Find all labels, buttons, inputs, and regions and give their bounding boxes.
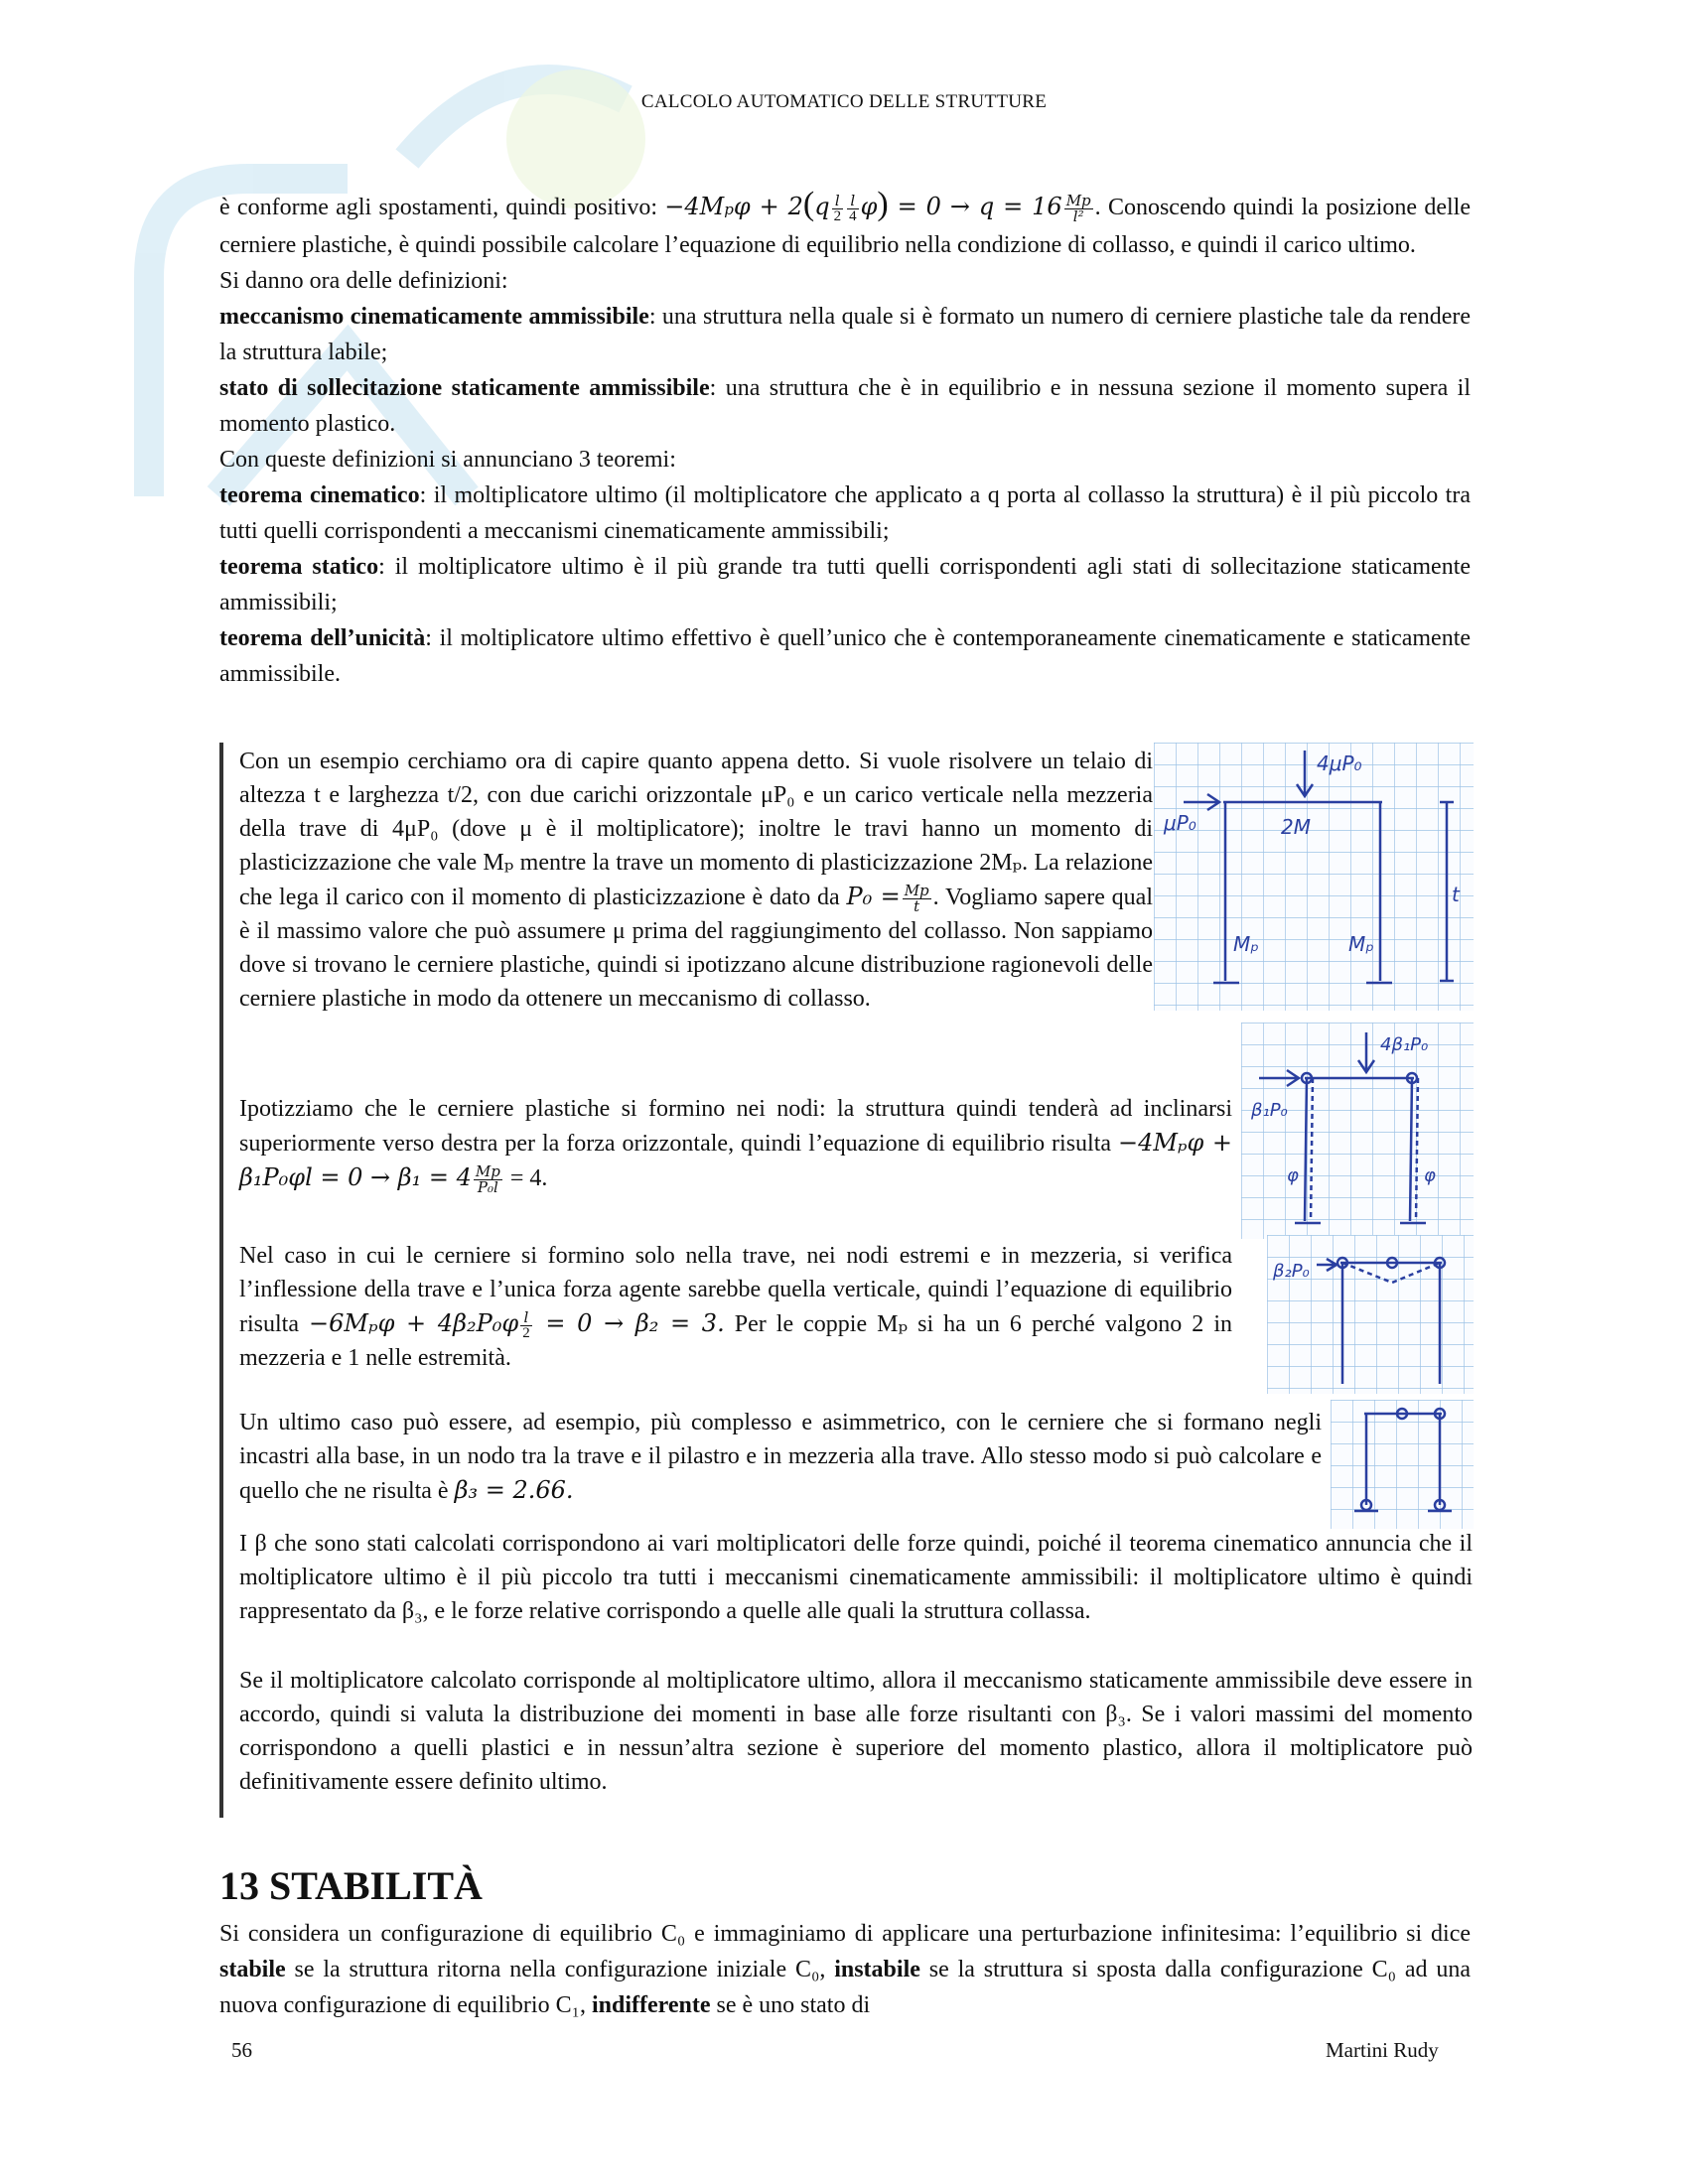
sketch3-side-load: β₂P₀ <box>1273 1261 1310 1282</box>
sketch1-beam-moment: 2M <box>1281 815 1311 839</box>
theorems-lead: Con queste definizioni si annunciano 3 teoremi: <box>219 447 676 473</box>
theorem-3: teorema dell’unicità: il moltiplicatore ultimo effettivo è quell’unico che è contemporaneamente cinematicamente e staticamente ammissibile. <box>219 625 1472 687</box>
example-paragraph-1: Con un esempio cerchiamo ora di capire quanto appena detto. Si vuole risolvere un telaio di altezza t e larghezza t/2, con due carichi orizzontale μP₀ e un carico verticale nella mezzeria della trave di 4μP₀ (dove μ è il moltiplicatore); inoltre le travi hanno un momento di plasticizzazione che vale Mₚ mentre la trave un momento di plasticizzazione 2Mₚ. La relazione che lega il carico con il momento di plasticizzazione è dato da P₀ = $\frac{Mp}{t}$ . Vogliamo sapere qual è il massimo valore che può assumere μ prima del raggiungimento del collasso. Non sappiamo dove si trovano le cerniere plastiche, quindi si ipotizzano alcune distribuzione ragionevoli delle cerniere plastiche in modo da ottenere un meccanismo di collasso. <box>239 749 1153 1012</box>
example-paragraph-3: Nel caso in cui le cerniere si formino solo nella trave, nei nodi estremi e in mezzeria, si verifica l’inflessione della trave e l’unica forza agente sarebbe quella verticale, quindi l’equazione di equilibrio risulta −6Mₚφ + 4β₂P₀φ $\frac{l}{2}$ = 0 → β₂ = 3. Per le coppie Mₚ si ha un 6 perché valgono 2 in mezzeria e 1 nelle estremità. <box>239 1243 1233 1371</box>
grid-paper <box>1154 743 1474 1011</box>
stability-paragraph: Si considera un configurazione di equilibrio C₀ e immaginiamo di applicare una perturbazione infinitesima: l’equilibrio si dice stabile se la struttura ritorna nella configurazione iniziale C₀, instabile se la struttura si sposta dalla configurazione C₀ ad una nuova configurazione di equilibrio C₁, indifferente se è uno stato di <box>219 1921 1471 2018</box>
grid-paper <box>1241 1023 1474 1239</box>
intro-paragraph: è conforme agli spostamenti, quindi positivo: −4Mpφ + 2(q $\frac{l}{2}$ $\frac{l}{4}$ φ) = 0 → q = 16 $\frac{Mp}{\text{l²}}$ . Conoscendo quindi la posizione delle cerniere plastiche, è quindi possibile calcolare l’equazione di equilibrio nella condizione di collasso, e quindi il carico ultimo. <box>219 186 1471 258</box>
intro-text: è conforme agli spostamenti, quindi positivo: <box>219 195 665 220</box>
sketch2-rotation-right: φ <box>1424 1165 1436 1186</box>
sketch1-top-load: 4μP₀ <box>1317 751 1362 775</box>
running-header: CALCOLO AUTOMATICO DELLE STRUTTURE <box>640 91 1048 112</box>
example-paragraph-4: Un ultimo caso può essere, ad esempio, più complesso e asimmetrico, con le cerniere che si formano negli incastri alla base, in un nodo tra la trave e il pilastro e in mezzeria alla trave. Allo stesso modo si può calcolare e quello che ne risulta è β₃ = 2.66. <box>239 1410 1322 1504</box>
theorem-2: teorema statico: il moltiplicatore ultimo è il più grande tra tutti quelli corrispondenti agli stati di sollecitazione staticamente ammissibili; <box>219 554 1472 615</box>
frame-sketch-1 <box>1154 743 1474 1011</box>
intro-eq-b: φ + 2 <box>733 193 803 220</box>
section-heading: 13 STABILITÀ <box>219 1863 483 1908</box>
frame-sketch-4 <box>1331 1400 1474 1529</box>
intro-rest: posizione delle cerniere plastiche, è quindi possibile calcolare l’equazione di equilibrio nella condizione di collasso, e quindi il carico ultimo. <box>219 195 1471 258</box>
sketch2-top-load: 4β₁P₀ <box>1380 1034 1429 1055</box>
page-number: 56 <box>231 2038 252 2062</box>
sketch2-rotation-left: φ <box>1287 1165 1299 1186</box>
frame-sketch-3 <box>1267 1235 1474 1394</box>
definitions-lead: Si danno ora delle definizioni: <box>219 268 508 294</box>
author-name: Martini Rudy <box>1326 2038 1439 2062</box>
theorem-1: teorema cinematico: il moltiplicatore ultimo (il moltiplicatore che applicato a q porta al collasso la struttura) è il più piccolo tra tutti quelli corrispondenti a meccanismi cinematicamente ammissibili; <box>219 482 1471 544</box>
sketch2-side-load: β₁P₀ <box>1251 1100 1288 1121</box>
example-paragraph-2: Ipotizziamo che le cerniere plastiche si formino nei nodi: la struttura quindi tenderà ad inclinarsi superiormente verso destra per la forza orizzontale, quindi l’equazione di equilibrio risulta −4Mₚφ + β₁P₀φl = 0 → β₁ = 4 $\frac{Mp}{\text{P₀l}}$ = 4. <box>239 1096 1233 1196</box>
intro-eq-d: = 0 → q = 16 <box>888 193 1062 220</box>
intro-block <box>219 187 1471 692</box>
intro-eq-a: −4M <box>664 193 725 220</box>
sketch1-side-load: μP₀ <box>1164 811 1196 835</box>
example-paragraph-5: I β che sono stati calcolati corrispondono ai vari moltiplicatori delle forze quindi, poiché il teorema cinematico annuncia che il moltiplicatore ultimo è il più piccolo tra tutti i meccanismi cinematicamente ammissibili: il moltiplicatore ultimo è quindi rappresentato da β₃, e le forze relative corrispondo a quelle alle quali la struttura collassa. <box>239 1531 1473 1624</box>
intro-frac-a: $\frac{l}{2}$ <box>833 191 842 224</box>
sketch1-right-moment: Mₚ <box>1348 932 1374 956</box>
definition-2: stato di sollecitazione staticamente ammissibile: una struttura che è in equilibrio e in nessuna sezione il momento supera il momento plastico. <box>219 375 1471 437</box>
intro-frac-c: $\frac{Mp}{\text{l²}}$ <box>1065 191 1091 225</box>
definition-1: meccanismo cinematicamente ammissibile: una struttura nella quale si è formato un numero di cerniere plastiche tale da rendere la struttura labile; <box>219 304 1471 365</box>
frame-sketch-2 <box>1241 1023 1474 1239</box>
example-paragraph-6: Se il moltiplicatore calcolato corrisponde al moltiplicatore ultimo, allora il meccanismo staticamente ammissibile deve essere in accordo, quindi si valuta la distribuzione dei momenti in base alle forze risultanti con β₃. Se i valori massimi del momento corrispondono a quelli plastici e in nessun’altra sezione è superiore del momento plastico, allora il moltiplicatore può definitivamente essere definito ultimo. <box>239 1668 1473 1795</box>
sketch1-left-moment: Mₚ <box>1233 932 1259 956</box>
intro-frac-b: $\frac{l}{4}$ <box>849 191 857 224</box>
sketch1-height: t <box>1452 883 1460 906</box>
